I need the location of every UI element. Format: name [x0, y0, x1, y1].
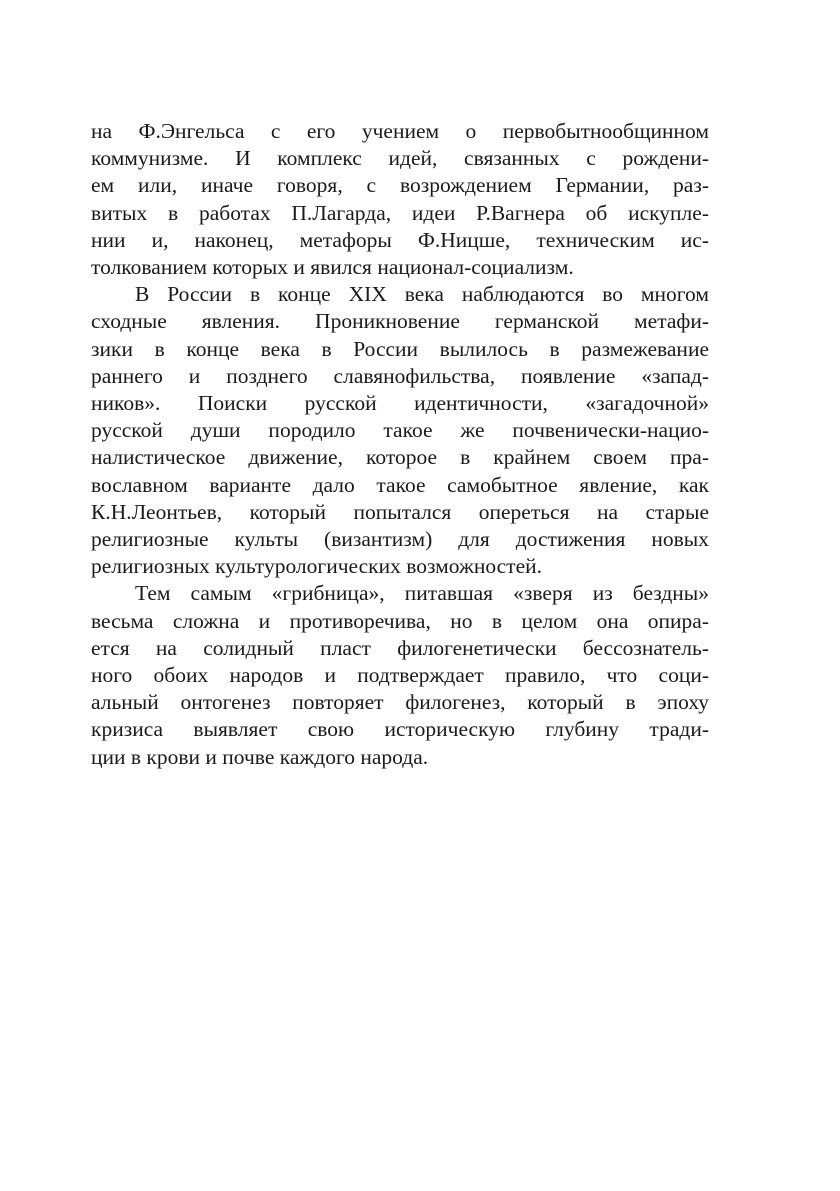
text-line: сходные явления. Проникновение германской метафи-	[91, 309, 709, 334]
text-line: К.Н.Леонтьев, который попытался опереться на старые	[91, 499, 709, 524]
text-line: раннего и позднего славянофильства, появление «запад-	[91, 363, 709, 388]
paragraph	[91, 118, 709, 281]
text-line: зики в конце века в России вылилось в размежевание	[91, 336, 709, 361]
text-line: В России в конце XIX века наблюдаются во многом	[135, 282, 709, 307]
paragraph	[91, 281, 709, 580]
text-line: русской души породило такое же почвенически-нацио-	[91, 418, 709, 443]
text-line: ции в крови и почве каждого народа.	[91, 744, 429, 769]
text-line: альный онтогенез повторяет филогенез, который в эпоху	[91, 690, 709, 715]
text-line: на Ф.Энгельса с его учением о первобытнообщинном	[91, 119, 709, 143]
text-line: религиозные культы (византизм) для достижения новых	[91, 527, 709, 552]
text-line: витых в работах П.Лагарда, идеи Р.Вагнера об искупле-	[91, 200, 709, 225]
text-line: Тем самым «грибница», питавшая «зверя из бездны»	[135, 581, 709, 606]
text-line: налистическое движение, которое в крайнем своем пра-	[91, 445, 709, 470]
text-line: ется на солидный пласт филогенетически бессознатель-	[91, 635, 709, 660]
text-line: весьма сложна и противоречива, но в целом она опира-	[91, 608, 709, 633]
text-line: нии и, наконец, метафоры Ф.Ницше, техническим ис-	[91, 227, 709, 252]
text-line: ников». Поиски русской идентичности, «загадочной»	[91, 391, 709, 416]
text-line: ем или, иначе говоря, с возрождением Германии, раз-	[91, 173, 709, 198]
paragraph	[91, 580, 709, 770]
text-line: ного обоих народов и подтверждает правило, что соци-	[91, 663, 709, 688]
text-line: толкованием которых и явился национал-социализм.	[91, 255, 574, 280]
body-text	[91, 118, 709, 771]
text-line: кризиса выявляет свою историческую глубину тради-	[91, 717, 709, 742]
text-line: религиозных культурологических возможностей.	[91, 554, 542, 579]
text-line: вославном варианте дало такое самобытное явление, как	[91, 472, 709, 497]
text-line: коммунизме. И комплекс идей, связанных с рождени-	[91, 146, 709, 171]
